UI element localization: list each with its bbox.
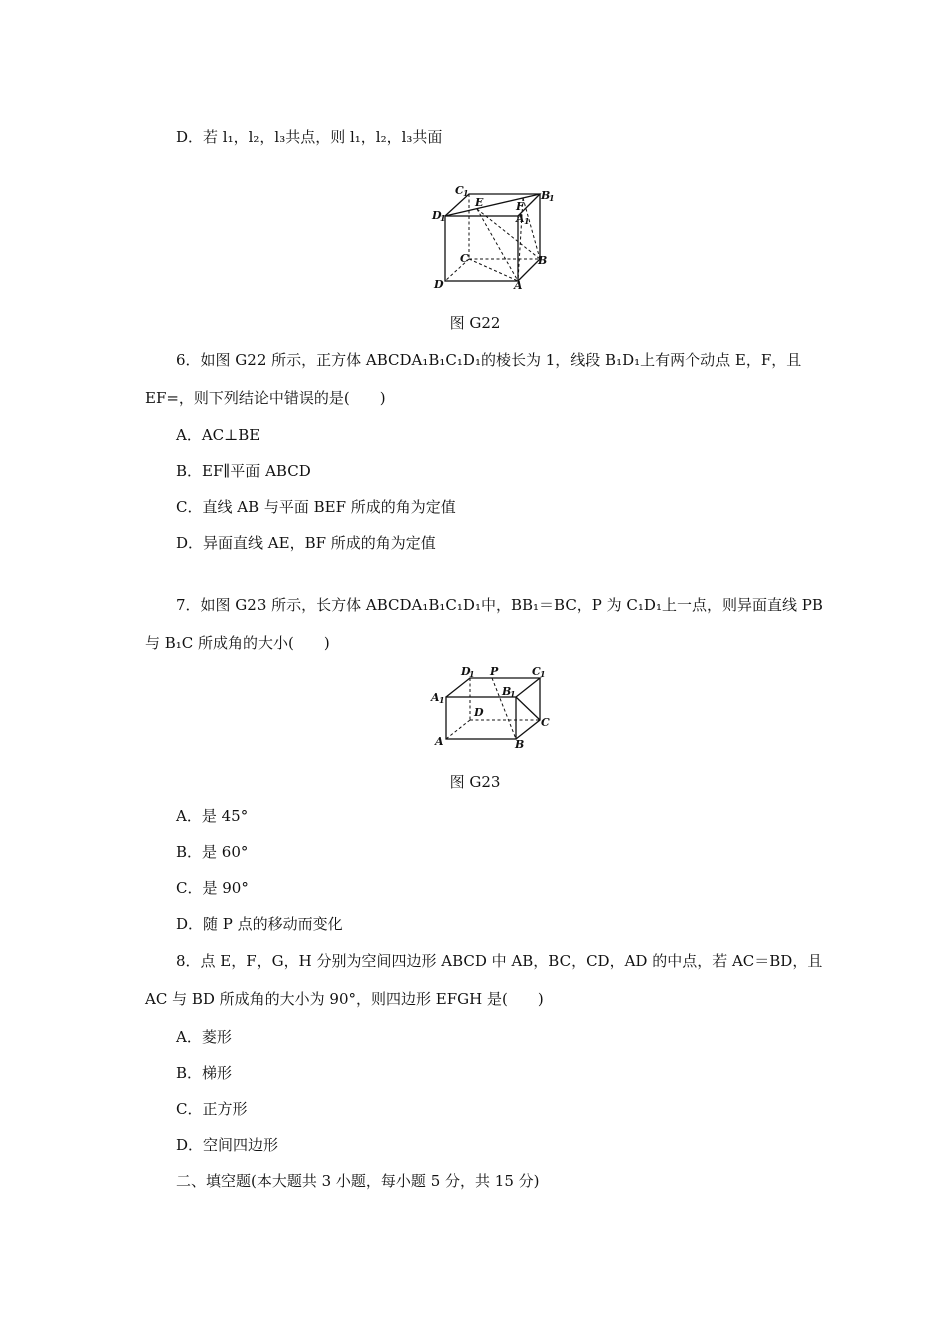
svg-text:1: 1	[524, 216, 530, 226]
q8-option-c: C．正方形	[176, 1100, 248, 1118]
label-d1: D	[432, 209, 442, 222]
svg-text:1: 1	[549, 193, 555, 203]
label-c1: C	[532, 665, 541, 678]
q8-option-d: D．空间四边形	[176, 1136, 279, 1154]
label-b: B	[515, 738, 525, 751]
label-a: A	[514, 279, 523, 292]
q6-option-a: A．AC⊥BE	[176, 426, 261, 444]
label-a: A	[435, 735, 444, 748]
label-b: B	[538, 254, 548, 267]
label-p: P	[490, 665, 499, 678]
q6-option-d: D．异面直线 AE，BF 所成的角为定值	[176, 534, 436, 552]
q8-line1: 8．点 E，F，G，H 分别为空间四边形 ABCD 中 AB，BC，CD，AD 的中点，若 AC＝BD，且	[176, 952, 823, 970]
label-e: E	[475, 196, 484, 209]
q7-option-b: B．是 60°	[176, 843, 249, 861]
q8-line2: AC 与 BD 所成角的大小为 90°，则四边形 EFGH 是( )	[145, 990, 544, 1008]
figure-g22-cube	[425, 182, 560, 292]
label-d: D	[474, 706, 484, 719]
q6-option-c: C．直线 AB 与平面 BEF 所成的角为定值	[176, 498, 456, 516]
svg-text:1: 1	[510, 689, 516, 699]
svg-text:1: 1	[440, 213, 446, 223]
label-f: F	[516, 200, 524, 213]
label-c: C	[541, 716, 550, 729]
q8-option-b: B．梯形	[176, 1064, 233, 1082]
label-c: C	[460, 252, 469, 265]
label-d1: D	[461, 665, 471, 678]
figure-g23-caption: 图 G23	[449, 773, 501, 791]
svg-text:1: 1	[469, 669, 475, 679]
q7-line2: 与 B₁C 所成角的大小( )	[145, 634, 330, 652]
label-d: D	[434, 278, 444, 291]
label-b1: B	[502, 685, 512, 698]
q8-option-a: A．菱形	[176, 1028, 232, 1046]
q7-option-d: D．随 P 点的移动而变化	[176, 915, 343, 933]
q7-option-a: A．是 45°	[176, 807, 249, 825]
label-a1: A	[516, 212, 525, 225]
q5-option-d: D．若 l₁，l₂，l₃共点，则 l₁，l₂，l₃共面	[176, 128, 443, 146]
q7-option-c: C．是 90°	[176, 879, 249, 897]
svg-text:1: 1	[540, 669, 546, 679]
q6-option-b: B．EF∥平面 ABCD	[176, 462, 311, 480]
svg-text:1: 1	[439, 695, 445, 705]
label-a1: A	[431, 691, 440, 704]
figure-g23-cuboid	[428, 664, 563, 754]
q6-line2: EF=，则下列结论中错误的是( )	[145, 389, 386, 407]
q7-line1: 7．如图 G23 所示，长方体 ABCDA₁B₁C₁D₁中，BB₁＝BC，P 为 C₁D₁上一点，则异面直线 PB	[176, 596, 823, 614]
label-c1: C	[455, 184, 464, 197]
figure-g22-caption: 图 G22	[449, 314, 501, 332]
section-2-heading: 二、填空题(本大题共 3 小题，每小题 5 分，共 15 分)	[176, 1172, 540, 1190]
svg-text:1: 1	[463, 188, 469, 198]
label-b1: B	[541, 189, 551, 202]
q6-line1: 6．如图 G22 所示，正方体 ABCDA₁B₁C₁D₁的棱长为 1，线段 B₁D₁上有两个动点 E，F，且	[176, 351, 802, 369]
